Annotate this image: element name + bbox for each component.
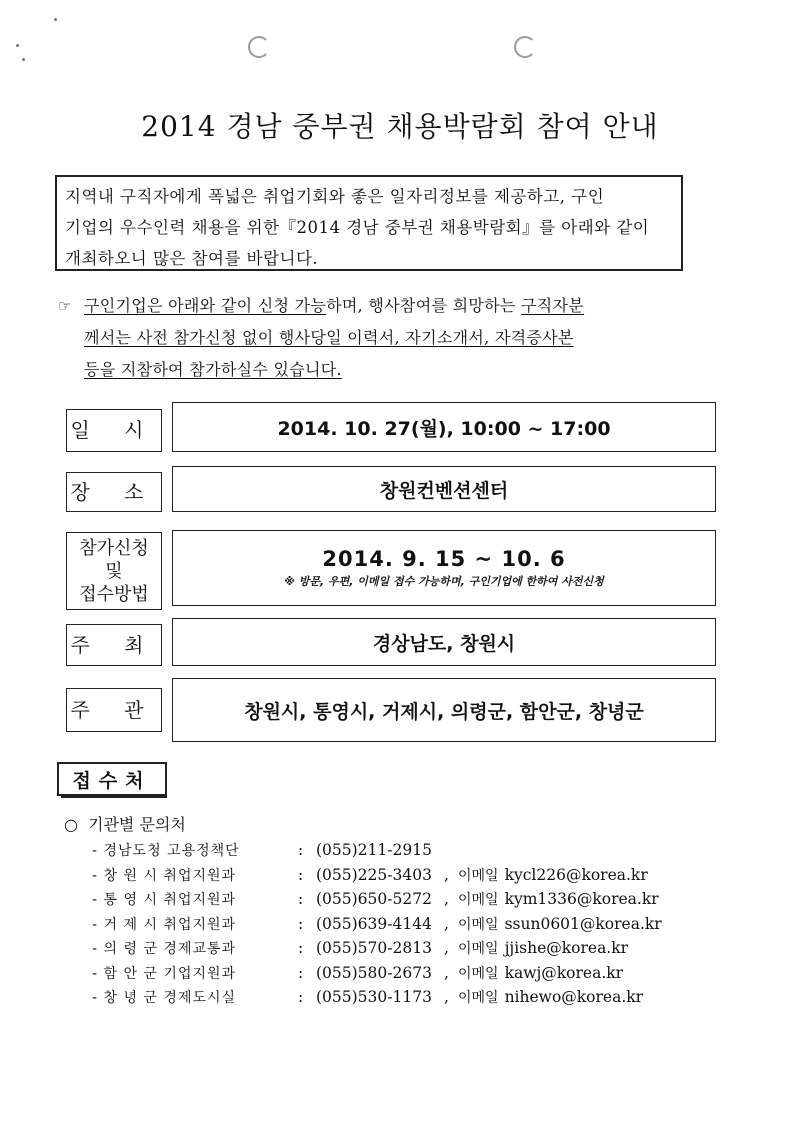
organizer-label: 주 관 [66, 688, 162, 732]
email-label: 이메일 [458, 965, 499, 982]
pointing-hand-icon: ☞ [58, 297, 72, 315]
contact-phone: (055)650-5272 [316, 890, 432, 908]
contact-phone: (055)225-3403 [316, 865, 432, 884]
intro-line: 기업의 우수인력 채용을 위한『2014 경남 중부권 채용박람회』를 아래와 같이 [65, 218, 650, 237]
contact-email: ssun0601@korea.kr [504, 914, 662, 933]
place-label: 장 소 [66, 472, 162, 512]
notice-text: 께서는 사전 참가신청 없이 행사당일 이력서, 자기소개서, 자격증사본 [84, 328, 574, 347]
contact-org: - 의 령 군 경제교통과 [92, 941, 237, 957]
apply-label-line: 접수방법 [79, 583, 149, 605]
scan-speck [54, 18, 57, 21]
host-value: 경상남도, 창원시 [172, 618, 716, 666]
host-label: 주 최 [66, 624, 162, 666]
punch-hole-icon [514, 36, 536, 58]
intro-line: 지역내 구직자에게 폭넓은 취업기회와 좋은 일자리정보를 제공하고, 구인 [65, 187, 605, 206]
notice-employer: 구인기업은 아래와 같이 신청 가능 [84, 296, 327, 315]
contact-phone: (055)580-2673 [316, 963, 432, 982]
email-label: 이메일 [458, 867, 499, 884]
info-row-place [66, 466, 716, 512]
organizer-value: 창원시, 통영시, 거제시, 의령군, 함안군, 창녕군 [172, 678, 716, 742]
contacts-heading [64, 812, 186, 835]
email-label: 이메일 [458, 941, 499, 957]
contact-row: - 함 안 군 기업지원과 : (055)580-2673 , 이메일 kawj@korea.kr [92, 961, 732, 986]
contact-email: nihewo@korea.kr [504, 988, 644, 1006]
circle-bullet-icon: ○ [64, 815, 78, 834]
scan-speck [22, 58, 25, 61]
info-row-organizer [66, 678, 716, 742]
contact-row: - 창 녕 군 경제도시실 : (055)530-1173 , 이메일 nihewo@korea.kr [92, 985, 732, 1010]
reception-heading: 접수처 [57, 762, 167, 796]
contact-email: kym1336@korea.kr [504, 890, 659, 908]
contact-org: - 함 안 군 기업지원과 [92, 965, 237, 982]
contact-org: - 창 녕 군 경제도시실 [92, 990, 237, 1006]
contact-org: - 창 원 시 취업지원과 [92, 867, 237, 884]
contact-phone: (055)570-2813 [316, 939, 432, 957]
contact-email: jjishe@korea.kr [504, 939, 629, 957]
notice-text: 하며, 행사참여를 희망하는 [326, 296, 522, 315]
punch-hole-icon [248, 36, 270, 58]
contact-org: - 통 영 시 취업지원과 [92, 892, 237, 908]
contact-phone: (055)211-2915 [316, 841, 432, 859]
info-row-host [66, 618, 716, 666]
contacts-list [92, 838, 732, 1010]
contact-phone: (055)530-1173 [316, 988, 432, 1006]
document-title: 2014 경남 중부권 채용박람회 참여 안내 [141, 110, 659, 143]
email-label: 이메일 [458, 916, 499, 933]
notice-paragraph [58, 290, 698, 386]
date-value: 2014. 10. 27(월), 10:00 ~ 17:00 [172, 402, 716, 452]
contact-email: kawj@korea.kr [504, 963, 624, 982]
apply-value [172, 530, 716, 606]
apply-note: ※ 방문, 우편, 이메일 접수 가능하며, 구인기업에 한하여 사전신청 [284, 575, 604, 588]
apply-label-line: 참가신청 [79, 537, 149, 559]
intro-box [55, 175, 683, 271]
contact-row: - 통 영 시 취업지원과 : (055)650-5272 , 이메일 kym1336@korea.kr [92, 887, 732, 912]
contact-email: kycl226@korea.kr [504, 865, 648, 884]
contact-row: - 거 제 시 취업지원과 : (055)639-4144 , 이메일 ssun0601@korea.kr [92, 912, 732, 937]
date-label: 일 시 [66, 409, 162, 452]
apply-period: 2014. 9. 15 ~ 10. 6 [322, 547, 566, 571]
email-label: 이메일 [458, 892, 499, 908]
apply-label [66, 532, 162, 610]
contact-phone: (055)639-4144 [316, 914, 432, 933]
contact-row: - 의 령 군 경제교통과 : (055)570-2813 , 이메일 jjishe@korea.kr [92, 936, 732, 961]
contacts-heading-text: 기관별 문의처 [88, 815, 186, 834]
notice-text: 등을 지참하여 참가하실수 있습니다. [84, 360, 342, 379]
intro-line: 개최하오니 많은 참여를 바랍니다. [65, 249, 319, 268]
scan-speck [16, 44, 19, 47]
place-value: 창원컨벤션센터 [172, 466, 716, 512]
contact-org: - 경남도청 고용정책단 [92, 843, 240, 859]
apply-label-line: 및 [105, 560, 123, 582]
info-row-apply [66, 530, 716, 610]
contact-row: - 경남도청 고용정책단 : (055)211-2915 [92, 838, 732, 863]
email-label: 이메일 [458, 990, 499, 1006]
info-row-date [66, 402, 716, 452]
contact-row: - 창 원 시 취업지원과 : (055)225-3403 , 이메일 kycl226@korea.kr [92, 863, 732, 888]
notice-jobseeker: 구직자분 [521, 296, 585, 315]
contact-org: - 거 제 시 취업지원과 [92, 916, 237, 933]
